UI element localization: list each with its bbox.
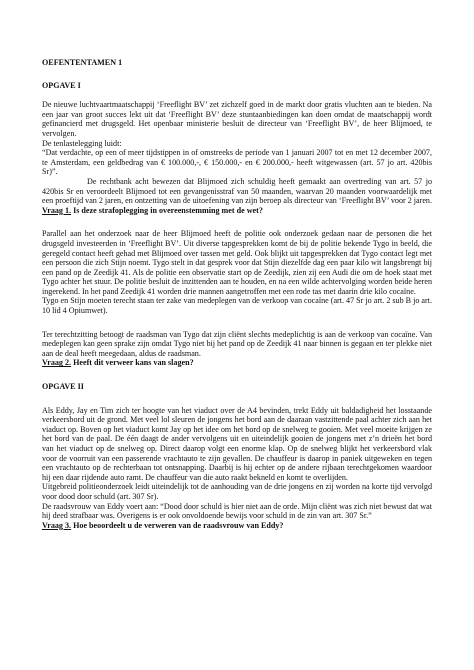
opgave-2-heading: OPGAVE II	[42, 382, 84, 392]
opgave-2-paragraph-2: Uitgebreid politieonderzoek leidt uiteindelijk tot de aanhouding van de drie jongens en zij worden na korte tijd vervolgd voor dood door schuld (art. 307 Sr).	[42, 482, 432, 501]
opgave-2-paragraph-3: De raadsvrouw van Eddy voert aan: “Dood door schuld is hier niet aan de orde. Mijn cliënt was zich niet bewust dat wat hij deed strafbaar was. Overigens is er ook onvoldoende bewijs voor schuld in de zin van art. 307 Sr.”	[42, 501, 432, 521]
opgave-1-heading: OPGAVE I	[42, 80, 81, 90]
charge-text: “Dat verdachte, op een of meer tijdstippen in of omstreeks de periode van 1 januari 2007 tot en met 12 december 2007, te Amsterdam, een geldbedrag van € 100.000,-, € 150.000,- en € 200.000,- heeft witgewassen (art. 57 jo art. 420bis Sr)”.	[42, 148, 432, 177]
verdict-text: De rechtbank acht bewezen dat Blijmoed zich schuldig heeft gemaakt aan overtreding van art. 57 jo 420bis Sr en veroordeelt Blijmoed tot een gevangenisstraf van 50 maanden, waarvan 20 maanden voorwaardelijk met een proeftijd van 2 jaren, en ontzetting van de uitoefening van zijn beroep als directeur van ‘Freeflight BV’ voor 2 jaren.	[42, 176, 433, 206]
opgave-2-paragraph-1: Als Eddy, Jay en Tim zich ter hoogte van het viaduct over de A4 bevinden, trekt Eddy uit baldadigheid het losstaande verkeersbord uit de grond. Met veel lol sleuren de jongens het bord aan de daaraan vastzittende paal achter zich aan het viaduct op. Boven op het viaduct komt Jay op het idee om het bord op de snelweg te gooien. Met veel moeite krijgen ze het bord van de paal. De één daagt de ander vervolgens uit en uiteindelijk gooien de jongens met z’n drieën het bord van het viaduct op de snelweg op. Direct daarop volgt een enorme klap. Op de snelweg blijkt het verkeersbord vlak voor de voorruit van een passerende vrachtauto te zijn gevallen. De chauffeur is daarop in paniek uitgeweken en tegen een vrachtauto op de rechterbaan tot ontsnapping. Daarbij is hij echter op de andere rijbaan terechtgekomen waardoor hij een daar rijdende auto ramt. De chauffeur van die auto raakt bekneld en komt te overlijden.	[42, 405, 432, 482]
question-3	[42, 521, 432, 531]
question-2-label: Vraag 2.	[42, 358, 72, 368]
charge-label: De tenlastelegging luidt:	[42, 138, 122, 148]
exam-title: OEFENTENTAMEN 1	[42, 58, 123, 67]
question-2	[42, 358, 432, 368]
case-2-paragraph-3: Ter terechtzitting betoogt de raadsman van Tygo dat zijn cliënt slechts medeplichtig is aan de verkoop van cocaïne. Van medeplegen kan geen sprake zijn omdat Tygo niet bij het pand op de Zeedijk 41 naar binnen is gegaan en ter plekke niet aan de deal heeft meegedaan, aldus de raadsman.	[42, 329, 432, 358]
case-2-paragraph-1: Parallel aan het onderzoek naar de heer Blijmoed heeft de politie ook onderzoek gedaan naar de personen die het drugsgeld investeerden in ‘Freeflight BV’. Uit diverse tapgesprekken komt de bij de politie bekende Tygo in beeld, die geregeld contact heeft gehad met Blijmoed over tassen met geld. Ook blijkt uit tapgesprekken dat Tygo contact legt met een persoon die zich Stijn noemt. Tygo stelt in dat gesprek voor dat Stijn diezelfde dag een paar kilo wit langsbrengt bij een pand op de Zeedijk 41. Als de politie een observatie start op de Zeedijk, zien zij een Audi die om de hoek staat met Tygo achter het stuur. De politie besluit de inzittenden aan te houden, en na een wilde achtervolging worden beide heren ingerekend. In het pand Zeedijk 41 worden drie mannen aangetroffen met een rode tas met daarin drie kilo cocaïne.	[42, 229, 432, 296]
question-3-text: Hoe beoordeelt u de verweren van de raadsvrouw van Eddy?	[71, 520, 284, 530]
question-1	[42, 206, 432, 216]
question-3-label: Vraag 3.	[42, 520, 72, 530]
question-1-label: Vraag 1.	[42, 205, 72, 215]
case-2-paragraph-2: Tygo en Stijn moeten terecht staan ter zake van medeplegen van de verkoop van cocaïne (art. 47 Sr jo art. 2 sub B jo art. 10 lid 4 Opiumwet).	[42, 296, 432, 316]
opgave-1-intro: De nieuwe luchtvaartmaatschappij ‘Freeflight BV’ zet zichzelf goed in de markt door gratis vluchten aan te bieden. Na een jaar van groot succes lekt uit dat ‘Freeflight BV’ deze stuntaanbiedingen kan doen omdat de maatschappij wordt gefinancierd met drugsgeld. Het openbaar ministerie besluit de directeur van ‘Freeflight BV’, de heer Blijmoed, te vervolgen.	[42, 100, 432, 138]
question-2-text: Heeft dit verweer kans van slagen?	[71, 358, 194, 368]
question-1-text: Is deze strafoplegging in overeenstemming met de wet?	[71, 205, 263, 215]
